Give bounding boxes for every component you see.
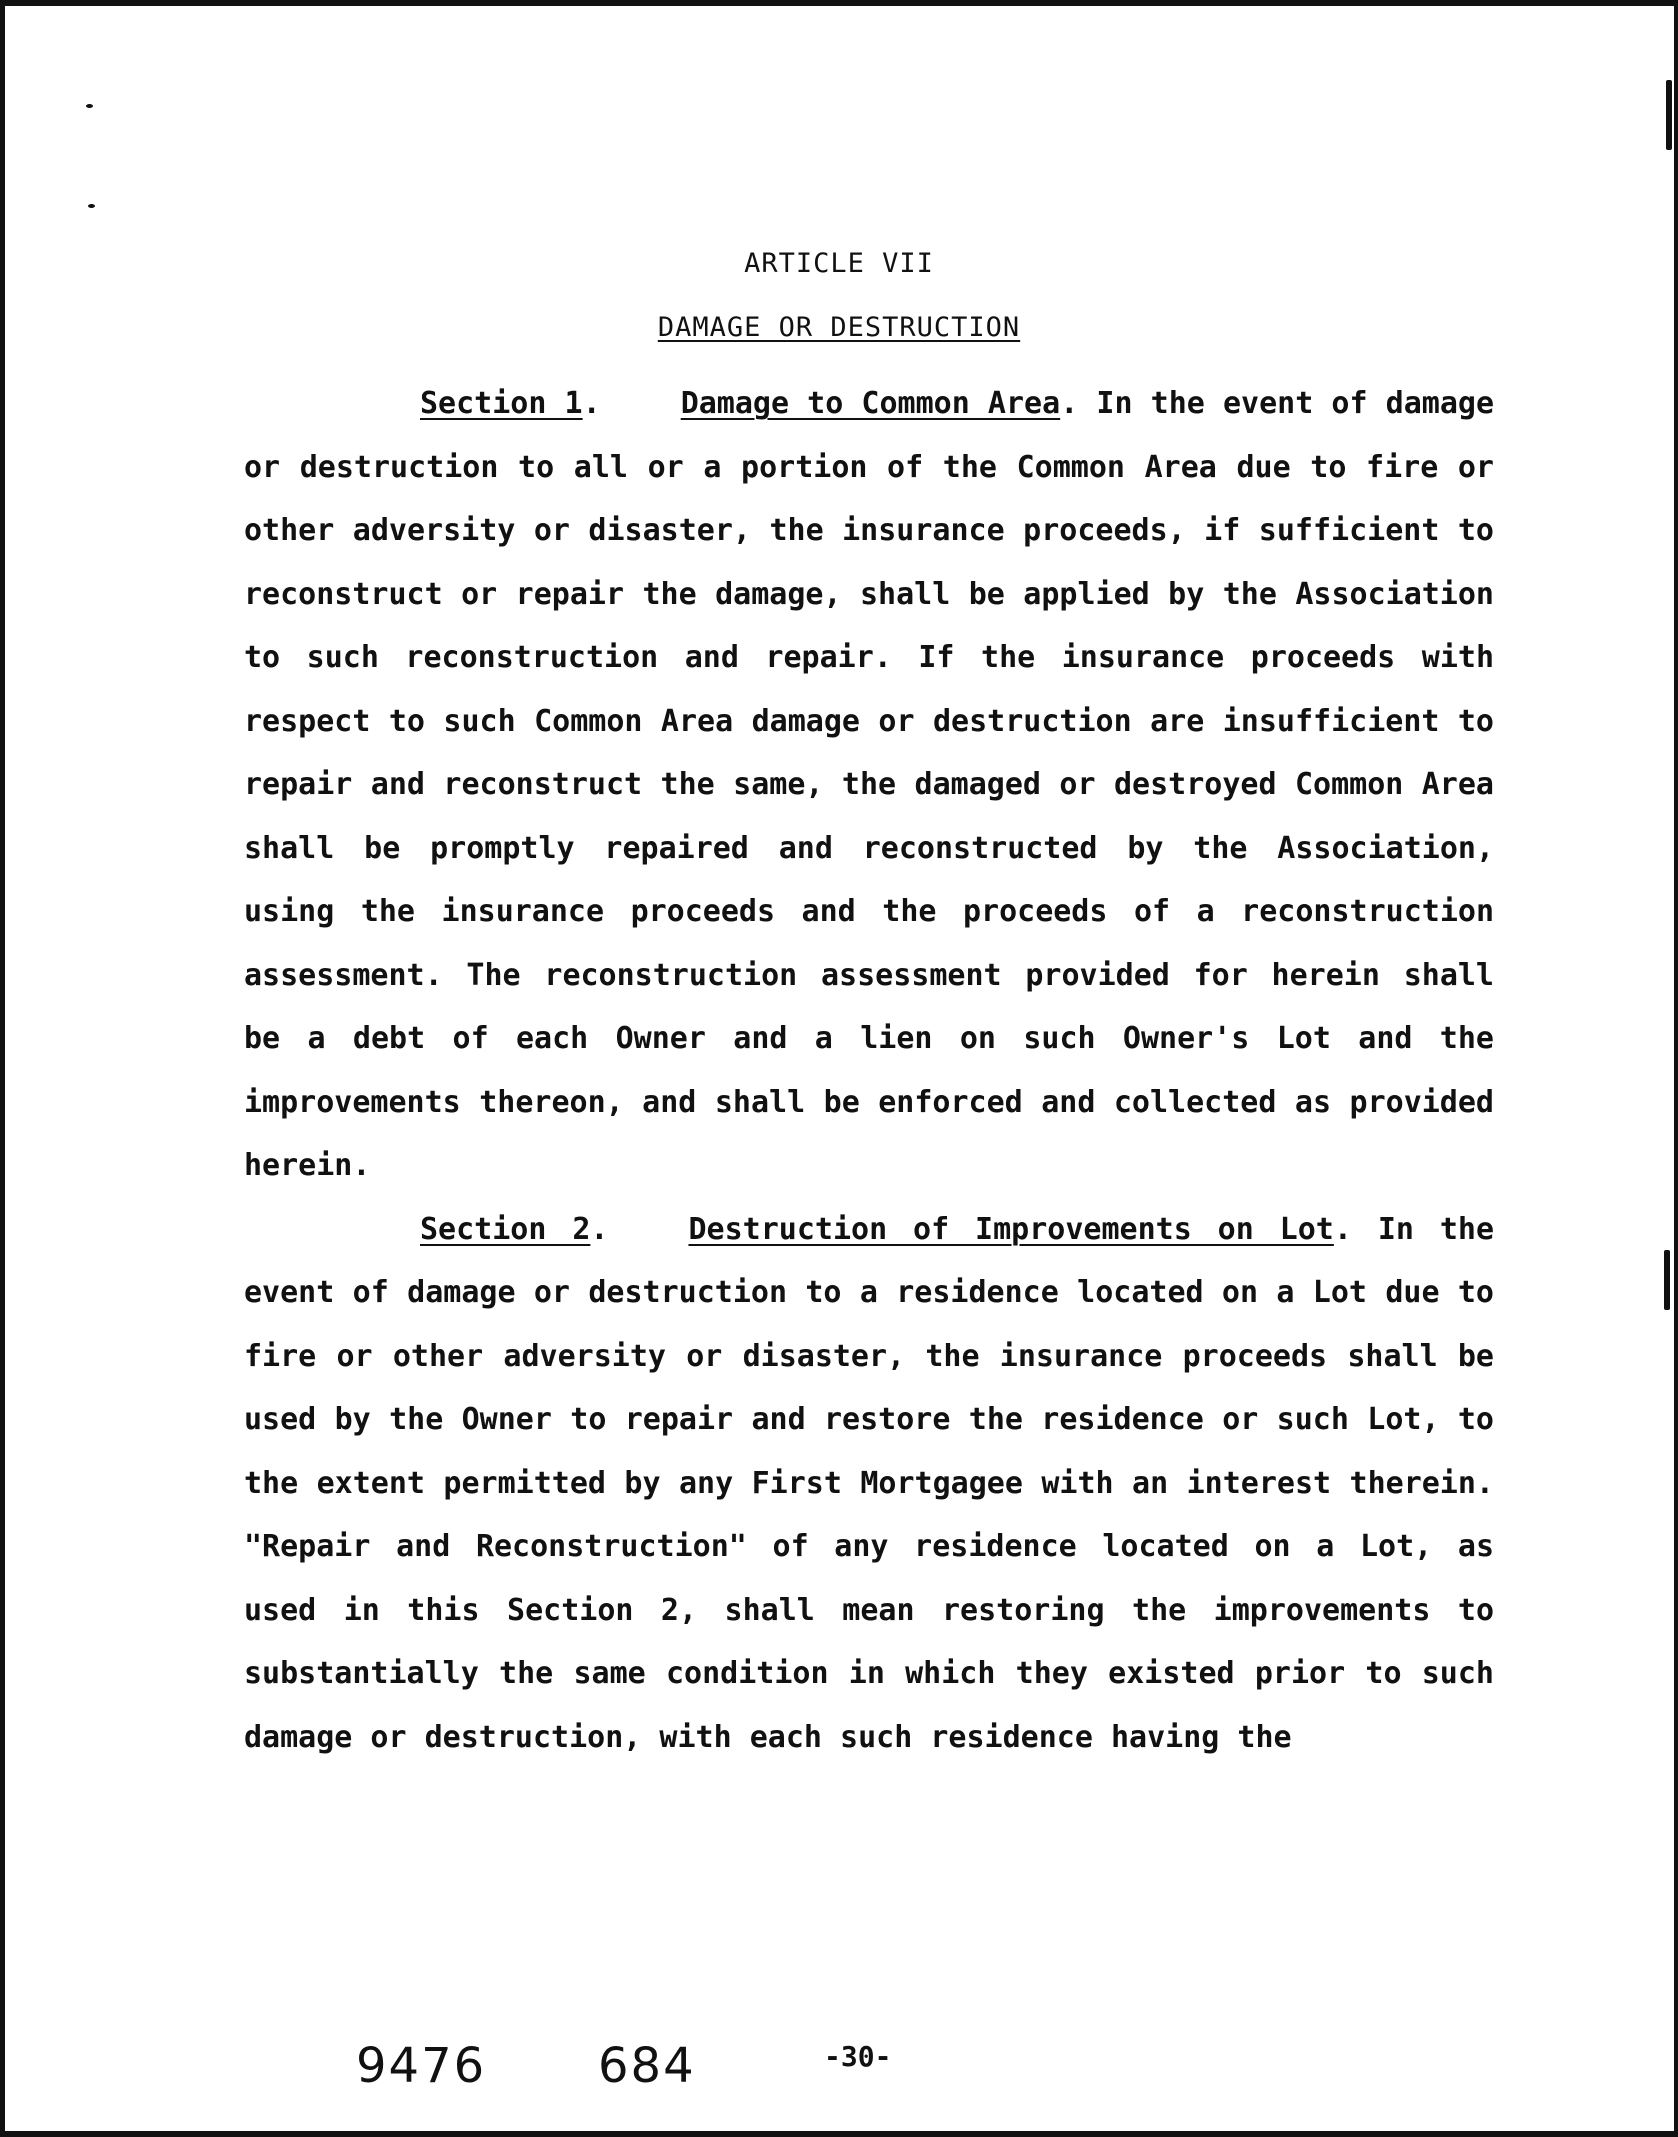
punctuation: .	[1060, 386, 1097, 421]
section-paragraph	[244, 1198, 1494, 1770]
section-number: Section 2	[420, 1211, 591, 1247]
page-stamp: 684	[598, 2038, 696, 2094]
section-number: Section 1	[420, 386, 583, 421]
article-heading: ARTICLE VII	[744, 248, 934, 279]
scan-speck	[86, 104, 93, 108]
section-heading: Damage to Common Area	[680, 386, 1061, 421]
section-heading: Destruction of Improvements on Lot	[688, 1211, 1334, 1247]
article-title	[0, 312, 1678, 343]
page-number: -30-	[824, 2040, 892, 2073]
document-body	[244, 372, 1494, 1769]
punctuation: .	[1333, 1211, 1378, 1247]
book-number: 9476	[356, 2038, 487, 2094]
scan-speck	[88, 204, 95, 208]
scan-speck	[1666, 80, 1672, 150]
punctuation: .	[582, 386, 601, 421]
article-title-text: DAMAGE OR DESTRUCTION	[657, 312, 1021, 343]
punctuation: .	[590, 1211, 609, 1247]
section-text: In the event of damage or destruction to all or a portion of the Common Area due to fire or other adversity or disaster, the insurance proceeds, if sufficient to reconstruct or repair the damage, shall be applied by the Association to such reconstruction and repair. If the insurance proceeds with respect to such Common Area damage or destruction are insufficient to repair and reconstruct the same, the damaged or destroyed Common Area shall be promptly repaired and reconstructed by the Association, using the insurance proceeds and the proceeds of a reconstruction assessment. The reconstruction assessment provided for herein shall be a debt of each Owner and a lien on such Owner's Lot and the improvements thereon, and shall be enforced and collected as provided herein.	[244, 386, 1495, 1183]
section-paragraph	[244, 372, 1494, 1198]
scan-speck	[1664, 1250, 1670, 1310]
section-text: In the event of damage or destruction to a residence located on a Lot due to fire or other adversity or disaster, the insurance proceeds shall be used by the Owner to repair and restore the residence or such Lot, to the extent permitted by any First Mortgagee with an interest therein. "Repair and Reconstruction" of any residence located on a Lot, as used in this Section 2, shall mean restoring the improvements to substantially the same condition in which they existed prior to such damage or destruction, with each such residence having the	[244, 1211, 1495, 1755]
